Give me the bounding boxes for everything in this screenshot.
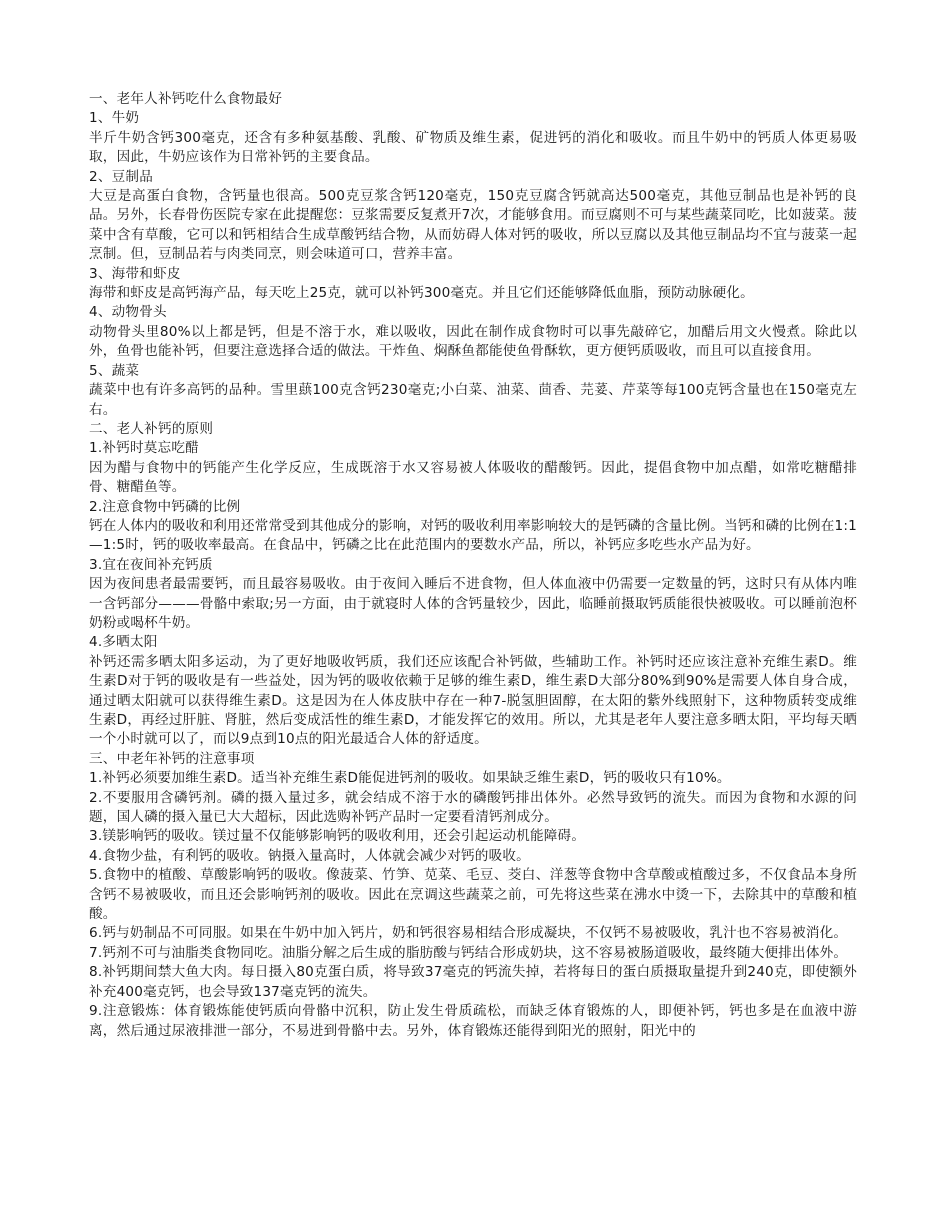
item-heading: 4、动物骨头 bbox=[89, 304, 167, 321]
section-title: 三、中老年补钙的注意事项 bbox=[89, 750, 255, 767]
section-title: 一、老年人补钙吃什么食物最好 bbox=[89, 91, 283, 107]
item-heading: 5、蔬菜 bbox=[89, 362, 140, 379]
paragraph: 3.镁影响钙的吸收。镁过量不仅能够影响钙的吸收利用，还会引起运动机能障碍。 bbox=[89, 828, 586, 845]
paragraph: 7.钙剂不可与油脂类食物同吃。油脂分解之后生成的脂肪酸与钙结合形成奶块，这不容易被肠道吸收，最终随大便排出体外。 bbox=[89, 944, 848, 961]
paragraph: 大豆是高蛋白食物，含钙量也很高。500克豆浆含钙120毫克，150克豆腐含钙就高达500毫克，其他豆制品也是补钙的良品。另外，长春骨伤医院专家在此提醒您：豆浆需要反复煮开7次，才能够食用。而豆腐则不可与某些蔬菜同吃，比如菠菜。菠菜中含有草酸，它可以和钙相结合生成草酸钙结合物，从而妨碍人体对钙的吸收，所以豆腐以及其他豆制品均不宜与菠菜一起烹制。但，豆制品若与肉类同烹，则会味道可口，营养丰富。 bbox=[89, 188, 857, 263]
paragraph: 4.食物少盐，有利钙的吸收。钠摄入量高时，人体就会减少对钙的吸收。 bbox=[89, 847, 530, 864]
paragraph: 9.注意锻炼：体育锻炼能使钙质向骨骼中沉积，防止发生骨质疏松，而缺乏体育锻炼的人，即便补钙，钙也多是在血液中游离，然后通过尿液排泄一部分，不易进到骨骼中去。另外，体育锻炼还能得到阳光的照射，阳光中的 bbox=[89, 1003, 857, 1039]
paragraph: 2.不要服用含磷钙剂。磷的摄入量过多，就会结成不溶于水的磷酸钙排出体外。必然导致钙的流失。而因为食物和水源的问题，国人磷的摄入量已大大超标，因此选购补钙产品时一定要看清钙剂成分。 bbox=[89, 789, 857, 826]
paragraph: 因为醋与食物中的钙能产生化学反应，生成既溶于水又容易被人体吸收的醋酸钙。因此，提倡食物中加点醋，如常吃糖醋排骨、糖醋鱼等。 bbox=[89, 459, 857, 496]
item-heading: 2、豆制品 bbox=[89, 168, 154, 185]
paragraph: 8.补钙期间禁大鱼大肉。每日摄入80克蛋白质，将导致37毫克的钙流失掉，若将每日的蛋白质摄取量提升到240克，即使额外补充400毫克钙，也会导致137毫克钙的流失。 bbox=[89, 964, 857, 1000]
paragraph: 蔬菜中也有许多高钙的品种。雪里蕻100克含钙230毫克;小白菜、油菜、茴香、芫荽、芹菜等每100克钙含量也在150毫克左右。 bbox=[89, 382, 857, 418]
paragraph: 钙在人体内的吸收和利用还常常受到其他成分的影响，对钙的吸收利用率影响较大的是钙磷的含量比例。当钙和磷的比例在1:1—1:5时，钙的吸收率最高。在食品中，钙磷之比在此范围内的要数水产品，所以，补钙应多吃些水产品为好。 bbox=[89, 517, 857, 554]
item-heading: 3.宜在夜间补充钙质 bbox=[89, 556, 213, 573]
document-body bbox=[89, 90, 857, 1041]
paragraph: 补钙还需多晒太阳多运动，为了更好地吸收钙质，我们还应该配合补钙做，些辅助工作。补钙时还应该注意补充维生素D。维生素D对于钙的吸收是有一些益处，因为钙的吸收依赖于足够的维生素D，维生素D大部分80%到90%是需要人体自身合成，通过晒太阳就可以获得维生素D。这是因为在人体皮肤中存在一种7-脱氢胆固醇，在太阳的紫外线照射下，这种物质转变成维生素D，再经过肝脏、肾脏，然后变成活性的维生素D，才能发挥它的效用。所以，尤其是老年人要注意多晒太阳，平均每天晒一个小时就可以了，而以9点到10点的阳光最适合人体的舒适度。 bbox=[89, 653, 857, 748]
item-heading: 3、海带和虾皮 bbox=[89, 265, 181, 282]
paragraph: 动物骨头里80%以上都是钙，但是不溶于水，难以吸收，因此在制作成食物时可以事先敲碎它，加醋后用文火慢煮。除此以外，鱼骨也能补钙，但要注意选择合适的做法。干炸鱼、焖酥鱼都能使鱼骨酥软，更方便钙质吸收，而且可以直接食用。 bbox=[89, 323, 857, 360]
item-heading: 1.补钙时莫忘吃醋 bbox=[89, 440, 199, 457]
paragraph: 5.食物中的植酸、草酸影响钙的吸收。像菠菜、竹笋、苋菜、毛豆、茭白、洋葱等食物中含草酸或植酸过多，不仅食品本身所含钙不易被吸收，而且还会影响钙剂的吸收。因此在烹调这些蔬菜之前，可先将这些菜在沸水中烫一下，去除其中的草酸和植酸。 bbox=[89, 867, 857, 923]
section-title: 二、老人补钙的原则 bbox=[89, 420, 214, 437]
paragraph: 因为夜间患者最需要钙，而且最容易吸收。由于夜间入睡后不进食物，但人体血液中仍需要一定数量的钙，这时只有从体内唯一含钙部分———骨骼中索取;另一方面，由于就寝时人体的含钙量较少，因此，临睡前摄取钙质能很快被吸收。可以睡前泡杯奶粉或喝杯牛奶。 bbox=[89, 576, 857, 631]
paragraph: 半斤牛奶含钙300毫克，还含有多种氨基酸、乳酸、矿物质及维生素，促进钙的消化和吸收。而且牛奶中的钙质人体更易吸取，因此，牛奶应该作为日常补钙的主要食品。 bbox=[89, 129, 857, 166]
paragraph: 海带和虾皮是高钙海产品，每天吃上25克，就可以补钙300毫克。并且它们还能够降低血脂，预防动脉硬化。 bbox=[89, 285, 754, 302]
item-heading: 1、牛奶 bbox=[89, 110, 140, 127]
paragraph: 1.补钙必须要加维生素D。适当补充维生素D能促进钙剂的吸收。如果缺乏维生素D，钙的吸收只有10%。 bbox=[89, 770, 731, 787]
item-heading: 2.注意食物中钙磷的比例 bbox=[89, 498, 241, 515]
item-heading: 4.多晒太阳 bbox=[89, 634, 158, 651]
paragraph: 6.钙与奶制品不可同服。如果在牛奶中加入钙片，奶和钙很容易相结合形成凝块，不仅钙不易被吸收，乳汁也不容易被消化。 bbox=[89, 925, 848, 942]
